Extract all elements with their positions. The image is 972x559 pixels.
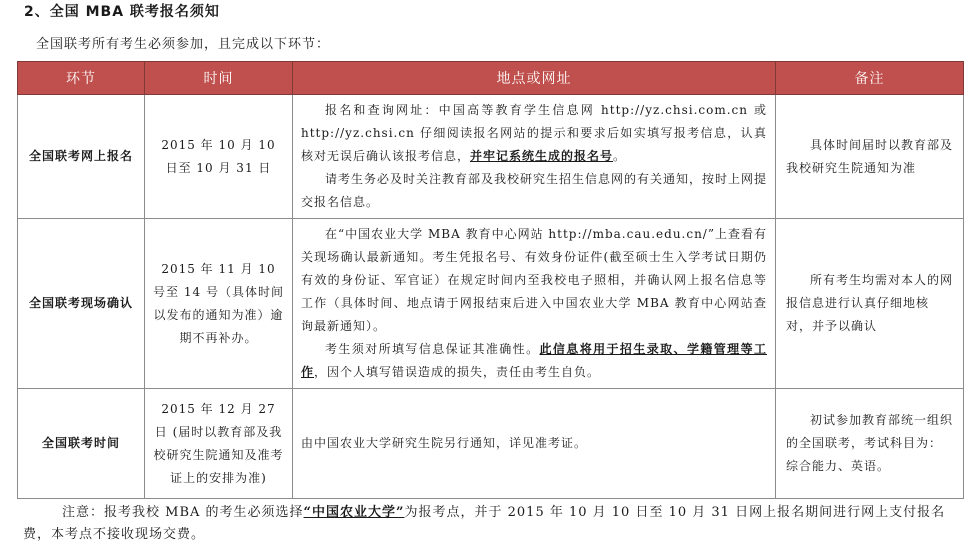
- registration-table: [17, 61, 964, 499]
- place-paragraph: [301, 338, 767, 384]
- header-time: 时间: [145, 62, 293, 95]
- intro-text: 全国联考所有考生必须参加，且完成以下环节：: [36, 37, 331, 52]
- place-paragraph: 请考生务必及时关注教育部及我校研究生招生信息网的有关通知，按时上网提交报名信息。: [301, 172, 768, 209]
- emphasis-text: 此信息将用于招生录取、学籍管理等工作: [301, 342, 767, 379]
- place-text: 报名和查询网址：中国高等教育学生信息网 http://yz.chsi.com.cn 或 http://yz.chsi.cn 仔细阅读报名网站的提示和要求后如实填写报考信息，认真核对无误后确认该报考信息，: [301, 103, 767, 163]
- section-heading: 2、全国 MBA 联考报名须知: [24, 4, 220, 20]
- stage-cell: 全国联考网上报名: [18, 95, 145, 219]
- time-cell: 2015 年 11 月 10 号至 14 号（具体时间以发布的通知为准）逾期不再补办。: [145, 219, 293, 389]
- footnote-paragraph: [23, 502, 961, 546]
- time-cell: 2015 年 12 月 27 日 (届时以教育部及我校研究生院通知及准考证上的安排为准): [145, 389, 293, 499]
- footnote-emphasis: “中国农业大学”: [303, 505, 405, 520]
- header-stage: 环节: [18, 62, 145, 95]
- header-note: 备注: [776, 62, 964, 95]
- note-cell: [776, 389, 964, 499]
- place-text: 。: [613, 149, 627, 163]
- note-text: 初试参加教育部统一组织的全国联考，考试科目为：综合能力、英语。: [786, 413, 954, 473]
- note-cell: [776, 219, 964, 389]
- note-cell: [776, 95, 964, 219]
- footnote-text: 为报考点，并于 2015 年 10 月 10 日至 10 月 31 日网上报名期间进行网上支付报名费，本考点不接收现场交费。: [23, 505, 946, 542]
- place-paragraph: 在“中国农业大学 MBA 教育中心网站 http://mba.cau.edu.cn/”上查看有关现场确认最新通知。考生凭报名号、有效身份证件(截至硕士生入学考试日期仍有效的身份证、军官证）在规定时间内至我校电子照相，并确认网上报名信息等工作（具体时间、地点请于网报结束后进入中国农业大学 MBA 教育中心网站查询最新通知）。: [301, 227, 767, 333]
- place-paragraph: 由中国农业大学研究生院另行通知，详见准考证。: [301, 436, 588, 450]
- place-cell: [293, 219, 776, 389]
- place-paragraph: [301, 99, 767, 168]
- place-cell: [293, 389, 776, 499]
- footnote: [23, 502, 961, 546]
- table-row: [18, 95, 964, 219]
- time-cell: 2015 年 10 月 10 日至 10 月 31 日: [145, 95, 293, 219]
- stage-cell: 全国联考时间: [18, 389, 145, 499]
- stage-cell: 全国联考现场确认: [18, 219, 145, 389]
- footnote-text: 注意：报考我校 MBA 的考生必须选择: [62, 505, 304, 520]
- table-header-row: [18, 62, 964, 95]
- header-place: 地点或网址: [293, 62, 776, 95]
- note-text: 所有考生均需对本人的网报信息进行认真仔细地核对，并予以确认: [786, 273, 954, 333]
- note-text: 具体时间届时以教育部及我校研究生院通知为准: [786, 137, 954, 175]
- table-row: [18, 389, 964, 499]
- table-row: [18, 219, 964, 389]
- place-text: 考生须对所填写信息保证其准确性。: [325, 342, 540, 356]
- place-text: ，因个人填写错误造成的损失，责任由考生自负。: [314, 365, 601, 379]
- place-cell: [293, 95, 776, 219]
- emphasis-text: 并牢记系统生成的报名号: [470, 149, 614, 163]
